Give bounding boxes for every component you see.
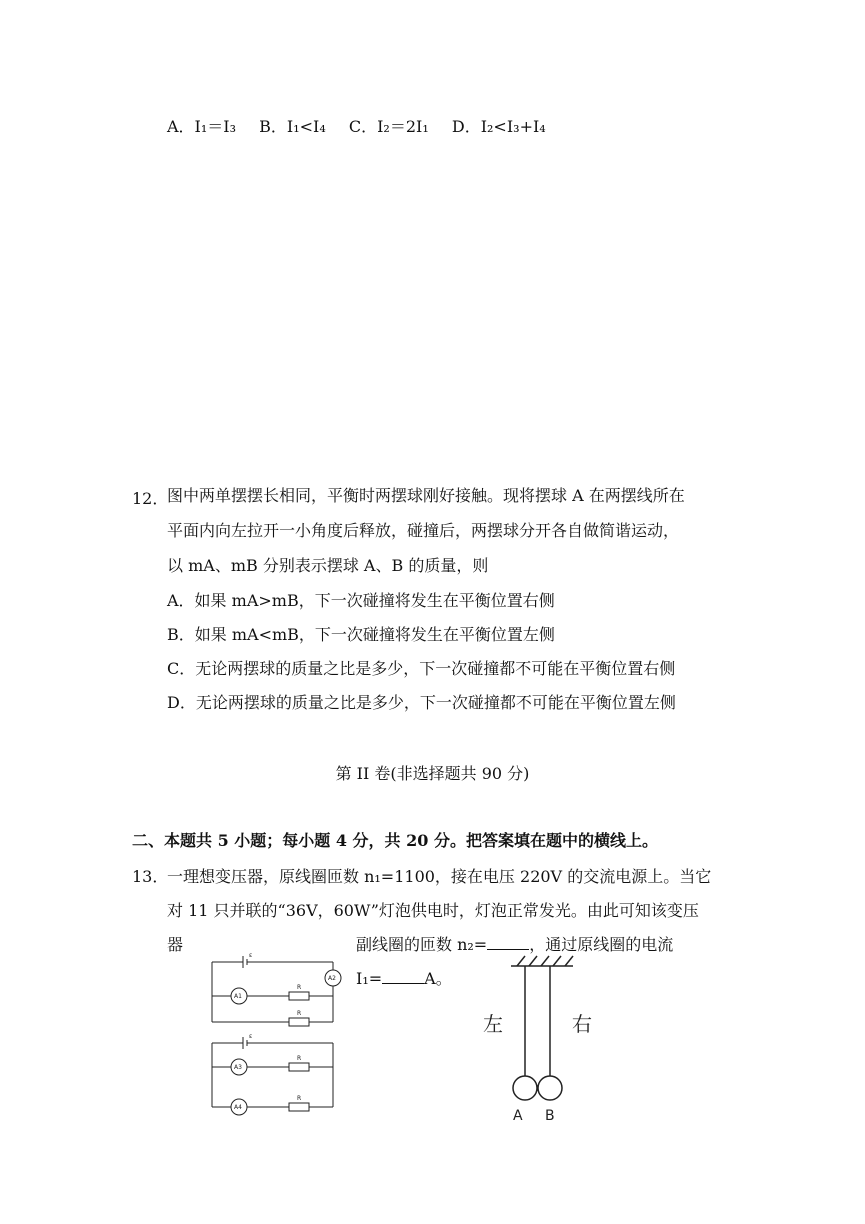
resistor-2-label: R — [297, 1010, 302, 1017]
q11-options — [167, 114, 564, 137]
q12-option-a: A．如果 mA>mB，下一次碰撞将发生在平衡位置右侧 — [167, 591, 555, 610]
q12-stem-line-2: 平面内向左拉开一小角度后释放，碰撞后，两摆球分开各自做简谐运动， — [167, 521, 680, 540]
emf-label-1: ε — [249, 952, 253, 959]
q12-stem-line-1: 图中两单摆摆长相同，平衡时两摆球刚好接触。现将摆球 A 在两摆线所在 — [167, 486, 685, 505]
resistor-4 — [289, 1103, 309, 1111]
q11-option-b: B．I₁<I₄ — [259, 117, 326, 136]
ball-b-label: B — [545, 1108, 555, 1124]
pendulum-diagram — [475, 952, 615, 1127]
q12-option-b: B．如果 mA<mB，下一次碰撞将发生在平衡位置左侧 — [167, 625, 555, 644]
q13-line-2: 对 11 只并联的“36V，60W”灯泡供电时，灯泡正常发光。由此可知该变压 — [167, 901, 699, 920]
q13-i1-blank — [382, 969, 424, 984]
circuit-diagram — [205, 950, 355, 1125]
ammeter-a2-label: A2 — [328, 975, 336, 982]
ammeter-a3-label: A3 — [234, 1064, 242, 1071]
left-label: 左 — [483, 1012, 503, 1036]
ammeter-a4-label: A4 — [234, 1104, 242, 1111]
q13-number: 13． — [132, 867, 169, 886]
q12-option-c: C．无论两摆球的质量之比是多少，下一次碰撞都不可能在平衡位置右侧 — [167, 659, 676, 678]
q13-line-1: 一理想变压器，原线圈匝数 n₁=1100，接在电压 220V 的交流电源上。当它 — [167, 867, 712, 886]
right-label: 右 — [572, 1012, 592, 1036]
q13-n2-blank — [487, 935, 529, 950]
q11-option-d: D．I₂<I₃+I₄ — [451, 117, 546, 136]
q13-line-4 — [356, 966, 452, 989]
resistor-1 — [289, 992, 309, 1000]
q13-i1-unit: A。 — [424, 969, 452, 988]
ball-b — [538, 1076, 562, 1100]
q11-option-a: A．I₁＝I₃ — [167, 117, 237, 136]
resistor-3-label: R — [297, 1055, 302, 1062]
q12-stem-line-3: 以 mA、mB 分别表示摆球 A、B 的质量，则 — [167, 556, 489, 575]
ball-a-label: A — [513, 1108, 523, 1124]
q13-line-3a: 器 — [167, 935, 184, 954]
resistor-4-label: R — [297, 1095, 302, 1102]
q13-current-text: ，通过原线圈的电流 — [529, 935, 674, 954]
ball-a — [513, 1076, 537, 1100]
q13-i1-label: I₁= — [356, 969, 383, 988]
emf-label-2: ε — [249, 1033, 253, 1040]
q11-option-c: C．I₂＝2I₁ — [348, 117, 429, 136]
ammeter-a1-label: A1 — [234, 993, 242, 1000]
section-heading: 二、本题共 5 小题；每小题 4 分，共 20 分。把答案填在题中的横线上。 — [132, 831, 658, 850]
q12-option-d: D．无论两摆球的质量之比是多少，下一次碰撞都不可能在平衡位置左侧 — [167, 693, 676, 712]
section-title: 第 II 卷(非选择题共 90 分) — [335, 764, 530, 783]
q12-number: 12． — [132, 489, 169, 508]
resistor-1-label: R — [297, 984, 302, 991]
resistor-2 — [289, 1018, 309, 1026]
q13-n2-label: 副线圈的匝数 n₂= — [356, 935, 488, 954]
resistor-3 — [289, 1063, 309, 1071]
